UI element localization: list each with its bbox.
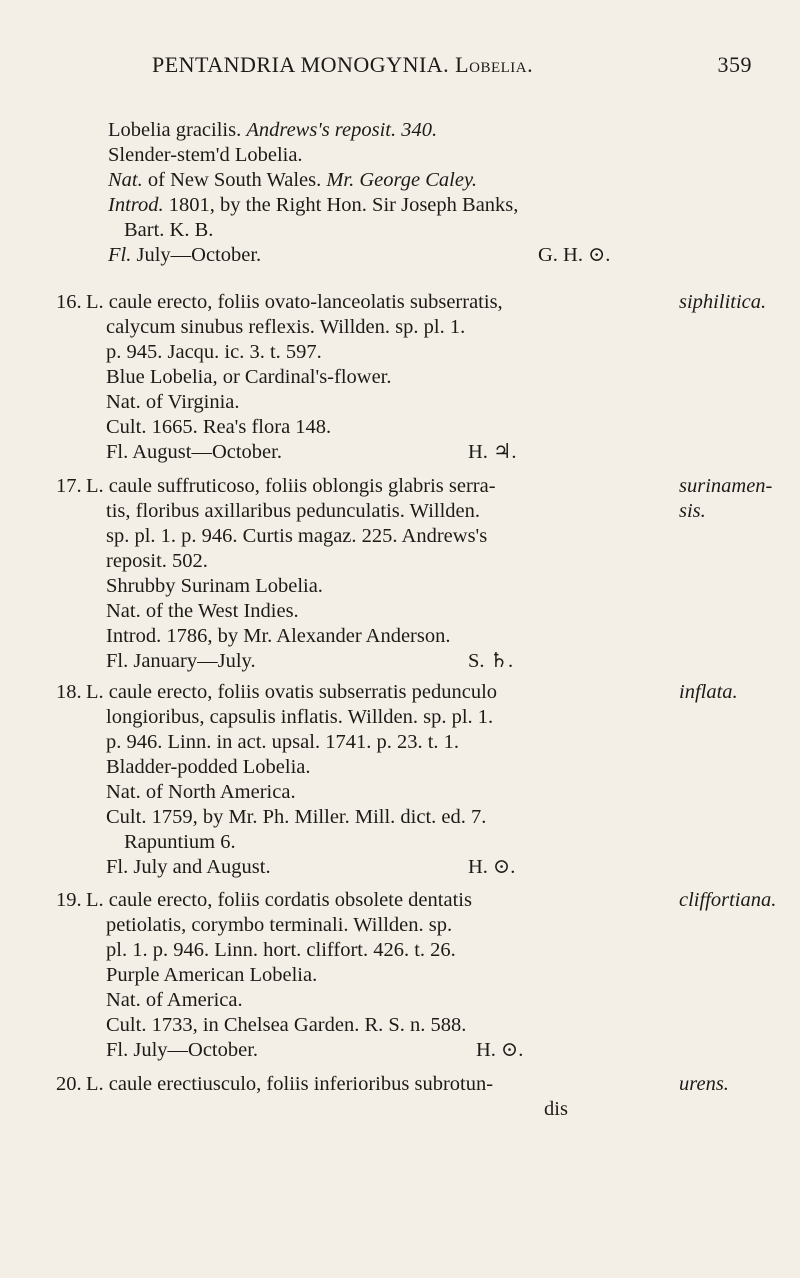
entry-line: sp. pl. 1. p. 946. Curtis magaz. 225. Andrews's <box>106 525 488 547</box>
entry-line: tis, floribus axillaribus pedunculatis. Willden. <box>106 500 481 522</box>
entry-line: Shrubby Surinam Lobelia. <box>106 575 323 597</box>
entry-line: petiolatis, corymbo terminali. Willden. sp. <box>106 914 453 936</box>
entry-line: Bladder-podded Lobelia. <box>106 756 311 778</box>
entry-number: 19. <box>56 889 82 911</box>
intro-flowering-line <box>108 243 261 267</box>
nat-text: of New South Wales. <box>147 169 322 191</box>
intro-introd-line-2: Bart. K. B. <box>124 219 214 241</box>
species-name: surinamen- <box>679 475 773 497</box>
intro-title-ref: Andrews's reposit. 340. <box>246 119 438 141</box>
entry-number: 16. <box>56 291 82 313</box>
entry-line: p. 945. Jacqu. ic. 3. t. 597. <box>106 341 322 363</box>
fl-label: Fl. <box>108 244 132 266</box>
entry-line: L. caule suffruticoso, foliis oblongis glabris serra- <box>86 475 496 497</box>
culture-mark: S. ♄. <box>468 650 514 672</box>
intro-title: Lobelia gracilis. <box>108 119 242 141</box>
running-title: PENTANDRIA MONOGYNIA. Lobelia. <box>152 52 534 77</box>
entry-line: L. caule erecto, foliis ovatis subserratis pedunculo <box>86 681 498 703</box>
entry-number: 18. <box>56 681 82 703</box>
nat-label: Nat. <box>108 169 143 191</box>
entry-line: Purple American Lobelia. <box>106 964 318 986</box>
entry-line: Cult. 1759, by Mr. Ph. Miller. Mill. dict. ed. 7. <box>106 806 487 828</box>
entry-line: p. 946. Linn. in act. upsal. 1741. p. 23. t. 1. <box>106 731 460 753</box>
page-number: 359 <box>717 52 752 77</box>
introd-text: 1801, by the Right Hon. Sir Joseph Banks, <box>168 194 519 216</box>
entry-line: pl. 1. p. 946. Linn. hort. cliffort. 426. t. 26. <box>106 939 456 961</box>
entry-line: Fl. January—July. <box>106 650 256 672</box>
entry-line: Fl. July and August. <box>106 856 271 878</box>
running-header <box>152 52 752 92</box>
entry-line: Nat. of the West Indies. <box>106 600 299 622</box>
entry-line: reposit. 502. <box>106 550 208 572</box>
culture-mark: H. ⊙. <box>468 856 516 878</box>
entry-line: Cult. 1665. Rea's flora 148. <box>106 416 332 438</box>
entry-line: L. caule erecto, foliis ovato-lanceolatis subserratis, <box>86 291 503 313</box>
entry-line: Cult. 1733, in Chelsea Garden. R. S. n. 588. <box>106 1014 467 1036</box>
entry-line: Introd. 1786, by Mr. Alexander Anderson. <box>106 625 451 647</box>
entry-line: L. caule erecto, foliis cordatis obsolete dentatis <box>86 889 472 911</box>
intro-introd-line <box>108 193 518 217</box>
entry-line: Nat. of Virginia. <box>106 391 240 413</box>
species-name: urens. <box>679 1073 729 1095</box>
entry-line: longioribus, capsulis inflatis. Willden. sp. pl. 1. <box>106 706 494 728</box>
species-name-continued: sis. <box>679 500 706 522</box>
entry-line: Fl. August—October. <box>106 441 282 463</box>
entry-line: Rapuntium 6. <box>124 831 236 853</box>
culture-mark: H. ⊙. <box>476 1039 524 1061</box>
species-name: cliffortiana. <box>679 889 777 911</box>
entry-line: Nat. of America. <box>106 989 243 1011</box>
species-name: siphilitica. <box>679 291 767 313</box>
entry-number: 17. <box>56 475 82 497</box>
person-name: Mr. George Caley. <box>326 169 478 191</box>
entry-line: Fl. July—October. <box>106 1039 259 1061</box>
culture-mark: H. ♃. <box>468 441 517 463</box>
catchword: dis <box>544 1098 568 1120</box>
entry-line: calycum sinubus reflexis. Willden. sp. pl. 1. <box>106 316 466 338</box>
species-name: inflata. <box>679 681 738 703</box>
fl-text: July—October. <box>136 244 262 266</box>
intro-title-line <box>108 118 437 142</box>
entry-line: L. caule erectiusculo, foliis inferioribus subrotun- <box>86 1073 494 1095</box>
introd-label: Introd. <box>108 194 164 216</box>
intro-culture: G. H. ⊙. <box>538 244 611 266</box>
entry-line: Blue Lobelia, or Cardinal's-flower. <box>106 366 392 388</box>
entry-line: Nat. of North America. <box>106 781 296 803</box>
entry-number: 20. <box>56 1073 82 1095</box>
intro-native-line <box>108 168 477 192</box>
intro-common-name: Slender-stem'd Lobelia. <box>108 144 303 166</box>
